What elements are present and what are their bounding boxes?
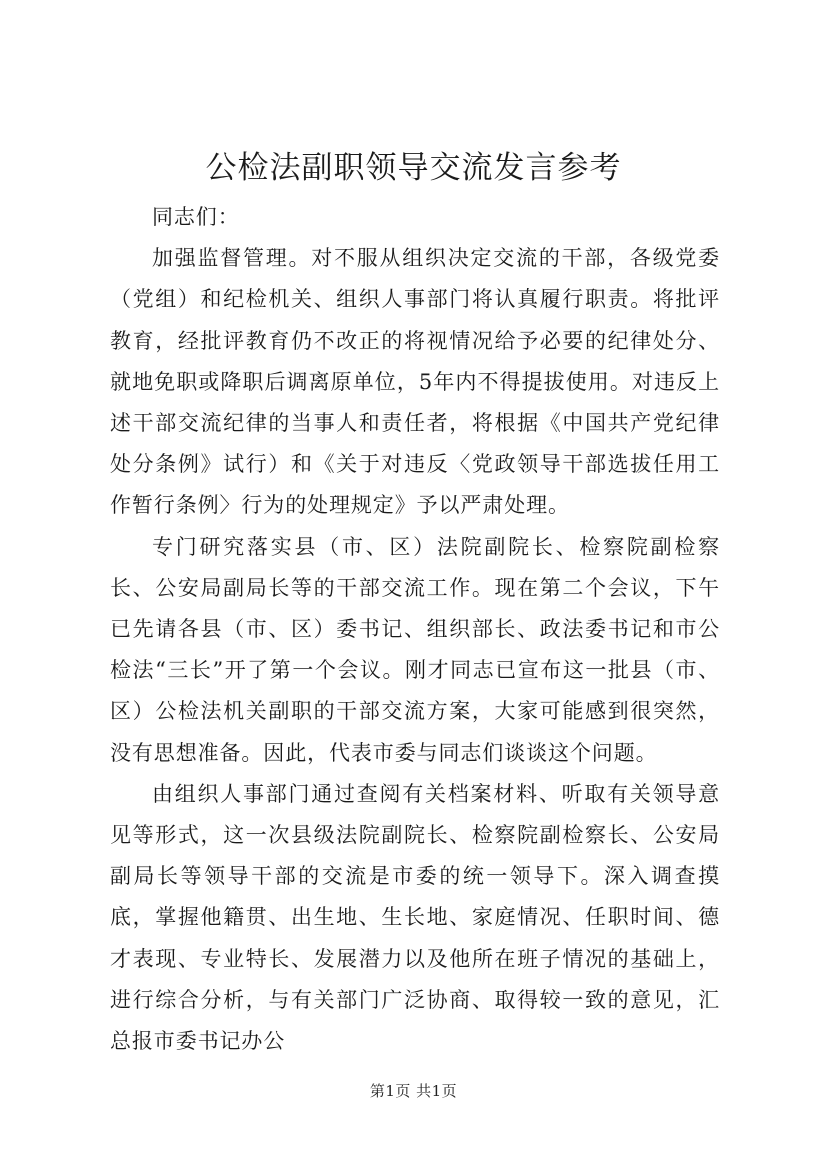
greeting-paragraph: 同志们： bbox=[152, 205, 240, 229]
document-body bbox=[110, 197, 720, 1062]
body-paragraph: 由组织人事部门通过查阅有关档案材料、听取有关领导意见等形式，这一次县级法院副院长、检察院副检察长、公安局副局长等领导干部的交流是市委的统一领导下。深入调查摸底，掌握他籍贯、出生地、生长地、家庭情况、任职时间、德才表现、专业特长、发展潜力以及他所在班子情况的基础上，进行综合分析，与有关部门广泛协商、取得较一致的意见，汇总报市委书记办公 bbox=[110, 781, 720, 1054]
body-paragraph: 加强监督管理。对不服从组织决定交流的干部，各级党委（党组）和纪检机关、组织人事部门将认真履行职责。将批评教育，经批评教育仍不改正的将视情况给予必要的纪律处分、就地免职或降职后调离原单位，5年内不得提拔使用。对违反上述干部交流纪律的当事人和责任者，将根据《中国共产党纪律处分条例》试行）和《关于对违反〈党政领导干部选拔任用工作暂行条例〉行为的处理规定》予以严肃处理。 bbox=[110, 246, 720, 518]
body-paragraph: 专门研究落实县（市、区）法院副院长、检察院副检察长、公安局副局长等的干部交流工作。现在第二个会议，下午已先请各县（市、区）委书记、组织部长、政法委书记和市公检法“三长”开了第一个会议。刚才同志已宣布这一批县（市、区）公检法机关副职的干部交流方案，大家可能感到很突然，没有思想准备。因此，代表市委与同志们谈谈这个问题。 bbox=[110, 534, 720, 765]
page-footer: 第1页 共1页 bbox=[369, 1082, 458, 1100]
document-title: 公检法副职领导交流发言参考 bbox=[205, 150, 622, 186]
